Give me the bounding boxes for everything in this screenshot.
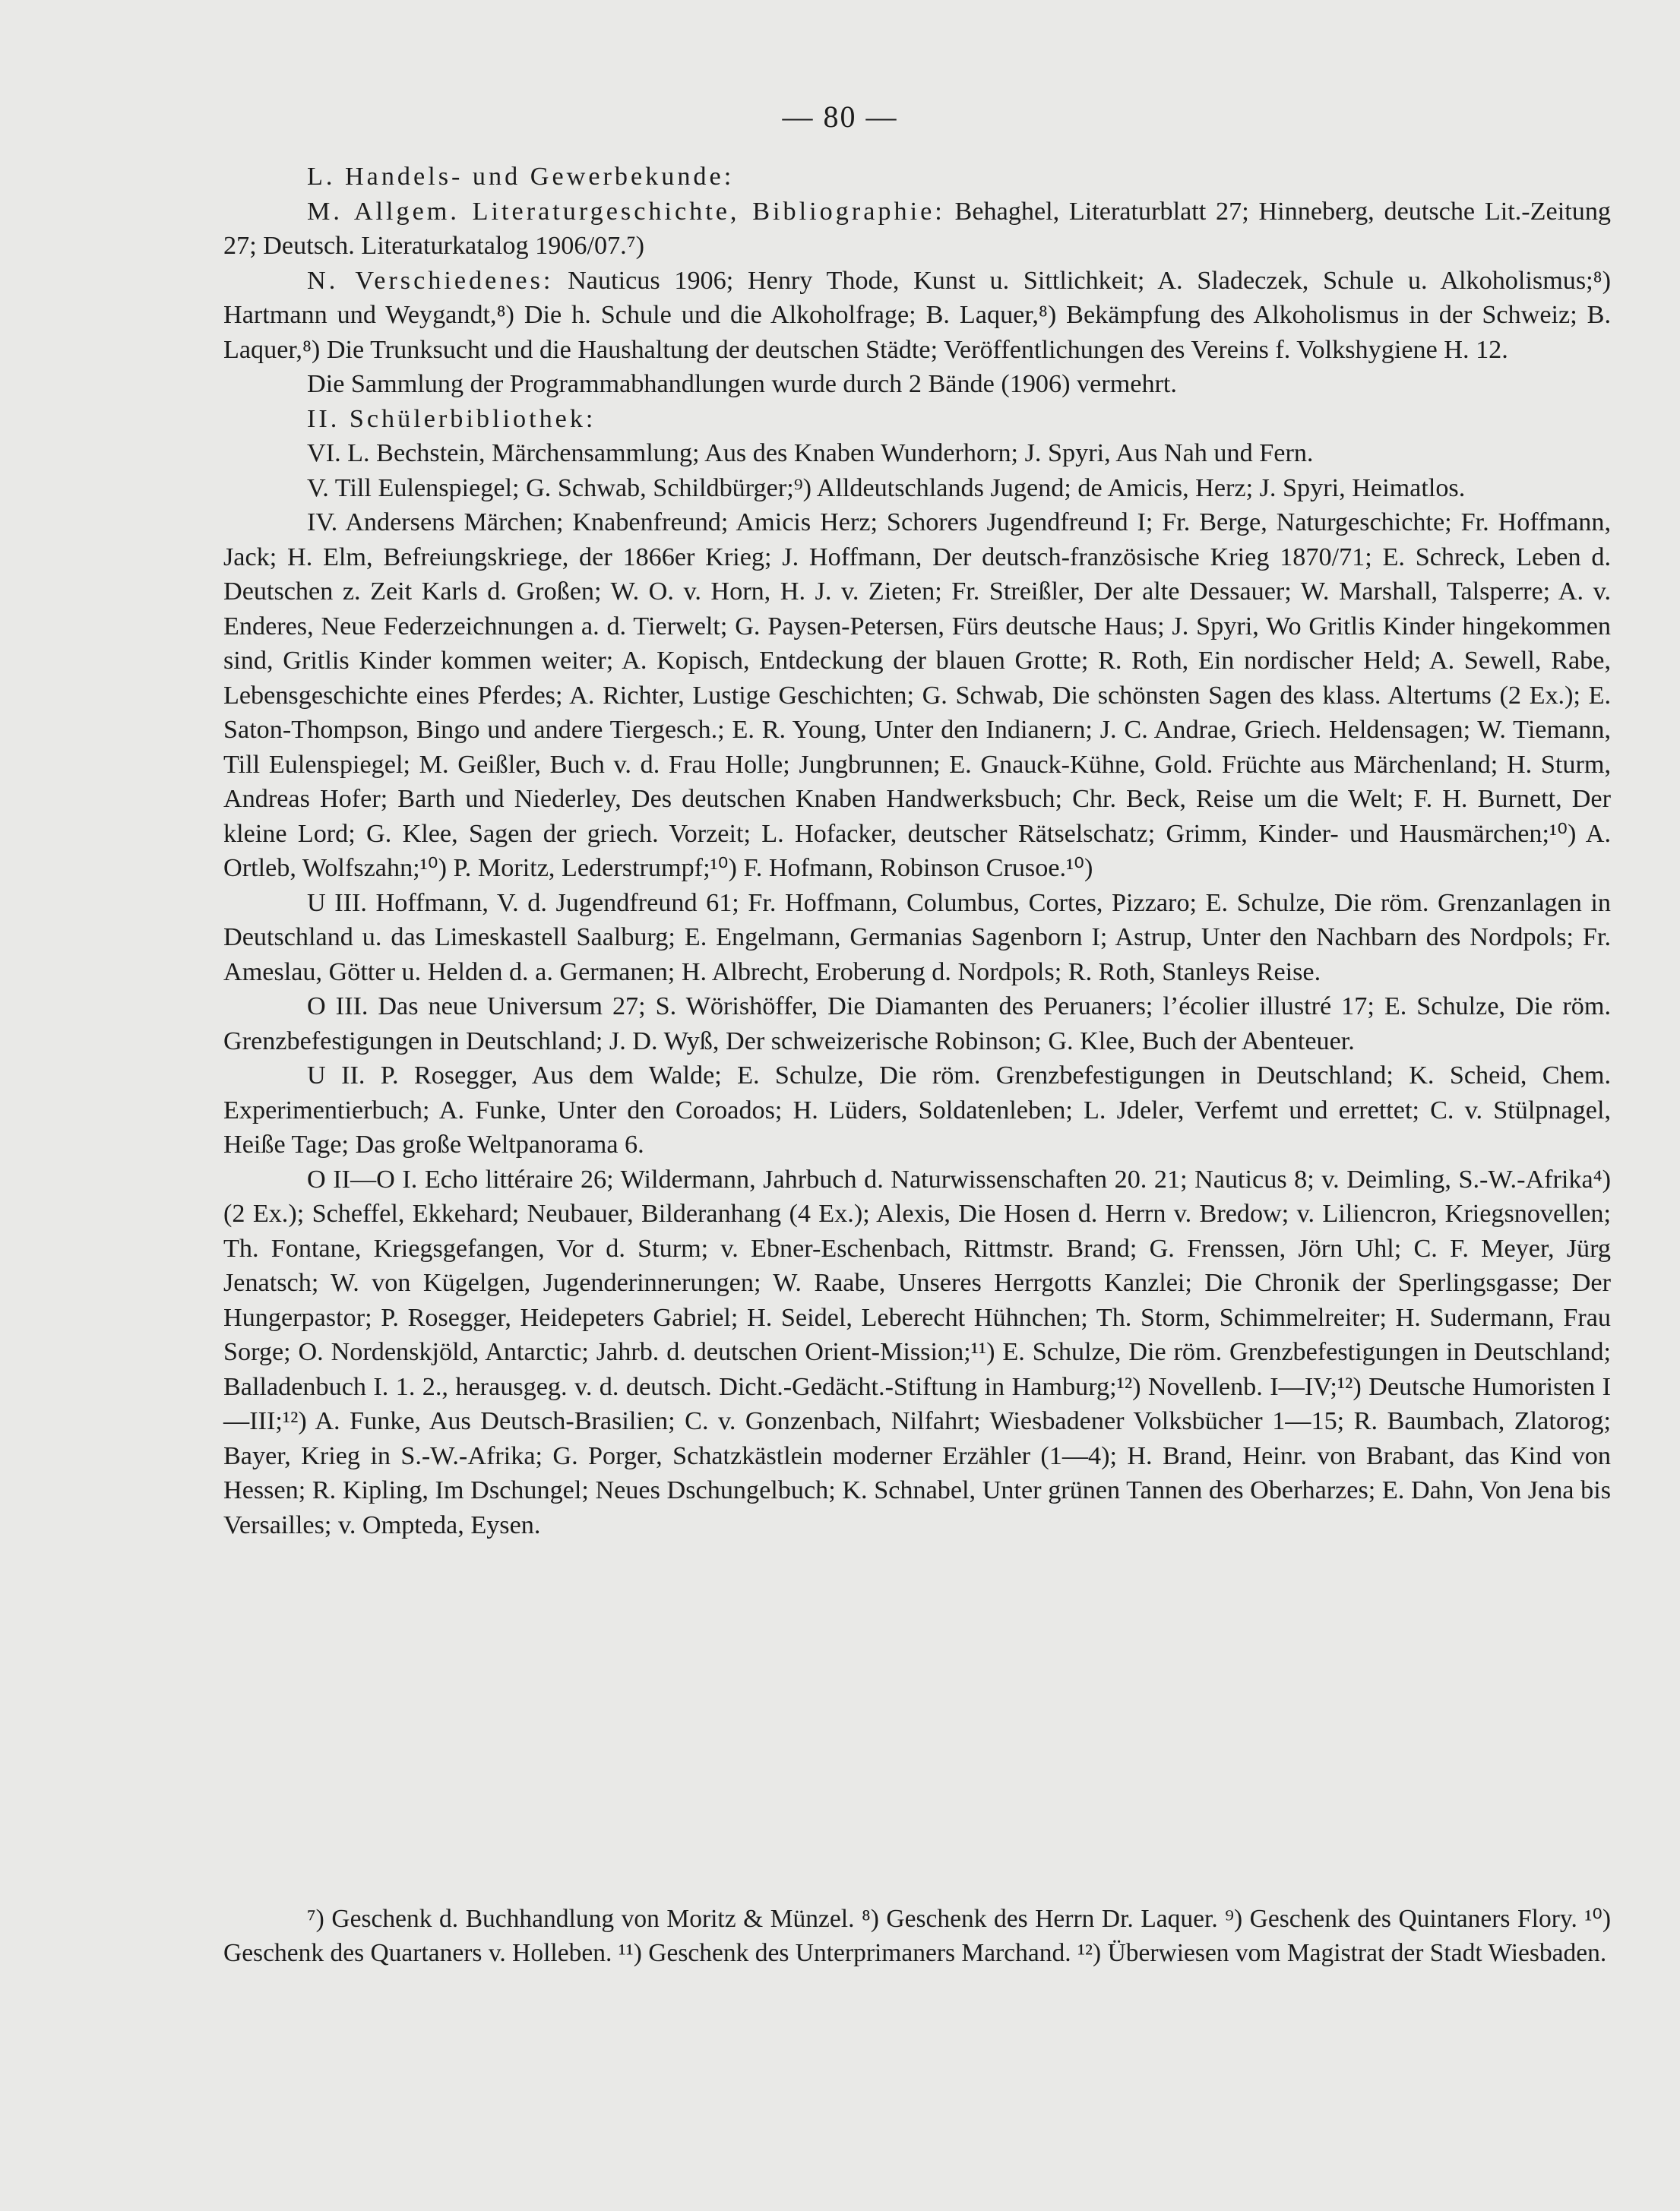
paragraph — [223, 886, 1611, 990]
section-heading: L. Handels- und Gewerbekunde: — [307, 163, 735, 191]
footnote-text: ⁷) Geschenk d. Buchhandlung von Moritz & Münzel. ⁸) Geschenk des Herrn Dr. Laquer. ⁹) Geschenk des Quintaners Flory. ¹⁰) Geschenk des Quartaners v. Holleben. ¹¹) Geschenk des Unterprimaners Marchand. ¹²) Überwiesen vom Magistrat der Stadt Wiesbaden. — [223, 1905, 1611, 1967]
paragraph-text: VI. L. Bechstein, Märchensammlung; Aus des Knaben Wunderhorn; J. Spyri, Aus Nah und Fern. — [307, 439, 1314, 467]
paragraph-text: Behaghel, Literaturblatt 27; Hinneberg, deutsche Lit.-Zeitung 27; Deutsch. Literaturkatalog 1906/07.⁷) — [223, 197, 1612, 260]
paragraph — [223, 367, 1611, 402]
main-text — [223, 160, 1611, 1542]
paragraph-text: IV. Andersens Märchen; Knabenfreund; Amicis Herz; Schorers Jugendfreund I; Fr. Berge, Naturgeschichte; Fr. Hoffmann, Jack; H. Elm, Befreiungskriege, der 1866er Krieg; J. Hoffmann, Der deutsch-französische Krieg 1870/71; E. Schreck, Leben d. Deutschen z. Zeit Karls d. Großen; W. O. v. Horn, H. J. v. Zieten; Fr. Streißler, Der alte Dessauer; W. Marshall, Talsperre; A. v. Enderes, Neue Federzeichnungen a. d. Tierwelt; G. Paysen-Petersen, Fürs deutsche Haus; J. Spyri, Wo Gritlis Kinder hingekommen sind, Gritlis Kinder kommen weiter; A. Kopisch, Entdeckung der blauen Grotte; R. Roth, Ein nordischer Held; A. Sewell, Rabe, Lebensgeschichte eines Pferdes; A. Richter, Lustige Geschichten; G. Schwab, Die schönsten Sagen des klass. Altertums (2 Ex.); E. Saton-Thompson, Bingo und andere Tiergesch.; E. R. Young, Unter den Indianern; J. C. Andrae, Griech. Heldensagen; W. Tiemann, Till Eulenspiegel; M. Geißler, Buch v. d. Frau Holle; Jungbrunnen; E. Gnauck-Kühne, Gold. Früchte aus Märchenland; H. Sturm, Andreas Hofer; Barth und Niederley, Des deutschen Knaben Handwerksbuch; Chr. Beck, Reise um die Welt; F. H. Burnett, Der kleine Lord; G. Klee, Sagen der griech. Vorzeit; L. Hofacker, deutscher Rätselschatz; Grimm, Kinder- und Hausmärchen;¹⁰) A. Ortleb, Wolfszahn;¹⁰) P. Moritz, Lederstrumpf;¹⁰) F. Hofmann, Robinson Crusoe.¹⁰) — [223, 508, 1611, 882]
paragraph — [223, 264, 1611, 368]
section-heading: II. Schülerbibliothek: — [307, 404, 596, 433]
paragraph — [223, 1162, 1611, 1543]
paragraph-text: V. Till Eulenspiegel; G. Schwab, Schildbürger;⁹) Alldeutschlands Jugend; de Amicis, Herz; J. Spyri, Heimatlos. — [307, 473, 1466, 502]
paragraph-text: O II—O I. Echo littéraire 26; Wildermann, Jahrbuch d. Naturwissenschaften 20. 21; Nauticus 8; v. Deimling, S.-W.-Afrika⁴) (2 Ex.); Scheffel, Ekkehard; Neubauer, Bilderanhang (4 Ex.); Alexis, Die Hosen d. Herrn v. Bredow; v. Liliencron, Kriegsnovellen; Th. Fontane, Kriegsgefangen, Vor d. Sturm; v. Ebner-Eschenbach, Rittmstr. Brand; G. Frenssen, Jörn Uhl; C. F. Meyer, Jürg Jenatsch; W. von Kügelgen, Jugenderinnerungen; W. Raabe, Unseres Herrgotts Kanzlei; Die Chronik der Sperlingsgasse; Der Hungerpastor; P. Rosegger, Heidepeters Gabriel; H. Seidel, Leberecht Hühnchen; Th. Storm, Schimmelreiter; H. Sudermann, Frau Sorge; O. Nordenskjöld, Antarctic; Jahrb. d. deutschen Orient-Mission;¹¹) E. Schulze, Die röm. Grenzbefestigungen in Deutschland; Balladenbuch I. 1. 2., herausgeg. v. d. deutsch. Dicht.-Gedächt.-Stiftung in Hamburg;¹²) Novellenb. I—IV;¹²) Deutsche Humoristen I—III;¹²) A. Funke, Aus Deutsch-Brasilien; C. v. Gonzenbach, Nilfahrt; Wiesbadener Volksbücher 1—15; R. Baumbach, Zlatorog; Bayer, Krieg in S.-W.-Afrika; G. Porger, Schatzkästlein moderner Erzähler (1—4); H. Brand, Heinr. von Brabant, das Kind von Hessen; R. Kipling, Im Dschungel; Neues Dschungelbuch; K. Schnabel, Unter grünen Tannen des Oberharzes; E. Dahn, Von Jena bis Versailles; v. Ompteda, Eysen. — [223, 1165, 1611, 1539]
paragraph — [223, 471, 1611, 506]
section-heading: M. Allgem. Literaturgeschichte, Bibliographie: — [307, 197, 945, 226]
section-heading: N. Verschiedenes: — [307, 266, 554, 295]
paragraph — [223, 195, 1611, 264]
paragraph — [223, 402, 1611, 437]
paragraph-text: U II. P. Rosegger, Aus dem Walde; E. Schulze, Die röm. Grenzbefestigungen in Deutschland; K. Scheid, Chem. Experimentierbuch; A. Funke, Unter den Coroados; H. Lüders, Soldatenleben; L. Jdeler, Verfemt und errettet; C. v. Stülpnagel, Heiße Tage; Das große Weltpanorama 6. — [223, 1061, 1611, 1159]
paragraph-text: U III. Hoffmann, V. d. Jugendfreund 61; Fr. Hoffmann, Columbus, Cortes, Pizzaro; E. Schulze, Die röm. Grenzanlagen in Deutschland u. das Limeskastell Saalburg; E. Engelmann, Germanias Sagenborn I; Astrup, Unter den Nachbarn des Nordpols; Fr. Ameslau, Götter u. Helden d. a. Germanen; H. Albrecht, Eroberung d. Nordpols; R. Roth, Stanleys Reise. — [223, 888, 1611, 986]
page-number: — 80 — — [782, 100, 898, 134]
paragraph — [223, 989, 1611, 1058]
paragraph — [223, 505, 1611, 886]
paragraph — [223, 160, 1611, 195]
paragraph-text: O III. Das neue Universum 27; S. Wörishöffer, Die Diamanten des Peruaners; l’écolier illustré 17; E. Schulze, Die röm. Grenzbefestigungen in Deutschland; J. D. Wyß, Der schweizerische Robinson; G. Klee, Buch der Abenteuer. — [223, 992, 1611, 1055]
footnotes — [223, 1902, 1611, 1970]
paragraph — [223, 436, 1611, 471]
paragraph-text: Die Sammlung der Programmabhandlungen wurde durch 2 Bände (1906) vermehrt. — [307, 370, 1177, 398]
paragraph — [223, 1058, 1611, 1162]
paragraph-text: Nauticus 1906; Henry Thode, Kunst u. Sittlichkeit; A. Sladeczek, Schule u. Alkoholismus;⁸) Hartmann und Weygandt,⁸) Die h. Schule und die Alkoholfrage; B. Laquer,⁸) Bekämpfung des Alkoholismus in der Schweiz; B. Laquer,⁸) Die Trunksucht und die Haushaltung der deutschen Städte; Veröffentlichungen des Vereins f. Volkshygiene H. 12. — [223, 266, 1611, 364]
